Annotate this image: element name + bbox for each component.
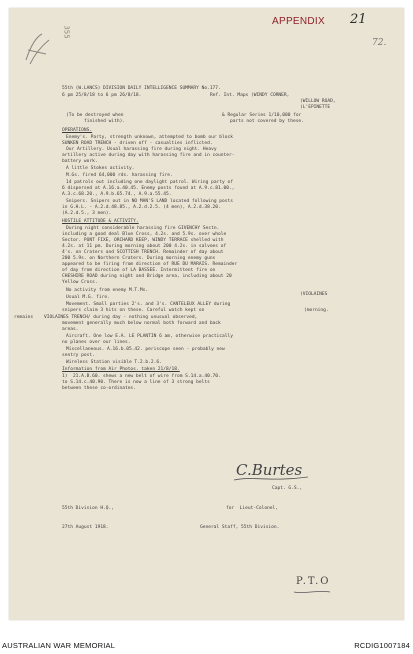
ops-line-12: in G.H.L. - A.2.d.48.85., A.2.d.2.5. (4 men), A.2.d.38.20.	[62, 205, 221, 210]
period-line: 6 pm 25/8/18 to 6 pm 26/8/18.	[62, 93, 142, 98]
archive-id: RCDIG1007184	[354, 641, 410, 650]
ops-line-5: battery work.	[62, 159, 98, 164]
hostile-line-13: Movement. Small parties 2's. and 3's. CANTELEUX ALLEY during	[66, 302, 231, 307]
ops-line-3: Our Artillery. Usual harassing fire during night. Heavy	[66, 147, 217, 152]
page-number: 72.	[372, 38, 387, 48]
pto-note: P.T.O	[296, 576, 331, 587]
hostile-line-18: Aircraft. One low E.A. LE PLANTIN 6 am, otherwise practically	[66, 334, 233, 339]
hostile-line-19: no planes over our lines.	[62, 340, 131, 345]
destroy-line: (To be destroyed when	[66, 113, 124, 118]
pto-underline	[292, 589, 332, 595]
ops-line-8: 14 patrols out including one daylight patrol. Wiring party of	[66, 180, 233, 185]
hostile-line-12: Usual M.G. fire.	[66, 295, 110, 300]
air-photos-heading: Information from Air Photos. taken 21/8/18.	[62, 367, 180, 372]
ops-line-10: A.3.c.68.20., A.9.b.65.74., A.9.a.55.45.	[62, 192, 172, 197]
operations-heading: OPERATIONS.	[62, 128, 93, 133]
hostile-line-21: sentry post.	[62, 353, 95, 358]
hostile-line-3: Sector. PONT FIXE, ORCHARD KEEP, WINDY TERRACE shelled with	[62, 238, 224, 243]
ops-line-13: (A.2.d.5., 3 men).	[62, 211, 112, 216]
ops-line-7: M.Gs. fired 64,000 rds. harassing fire.	[66, 173, 173, 178]
signature-flourish	[232, 474, 312, 484]
hostile-line-9: CHESHIRE ROAD during night and Bridge area, including about 20	[62, 274, 232, 279]
ref-line-3: (L'EPINETTE	[300, 105, 331, 110]
air-photos-line-3: between these co-ordinates.	[62, 386, 136, 391]
handwritten-signature: C.Burtes	[236, 461, 303, 479]
ops-line-6: A little Stokes activity.	[66, 166, 135, 171]
ops-line-11: Snipers. Snipers out in NO MAN'S LAND located following posts	[66, 199, 233, 204]
ops-line-9: 6 dispersed at A.16.a.40.45. Enemy posts found at A.9.c.81.00.,	[62, 186, 235, 191]
ref-line: Ref. Int. Maps (WINDY CORNER,	[210, 93, 290, 98]
signature-rank: Capt. G.S.,	[272, 486, 303, 491]
hostile-line-20: Miscellaneous. A.16.b.05.42. periscope seen - probably new	[66, 347, 225, 352]
air-photos-line-2: to S.14.c.40.90. There is now a line of 3 strong belts	[62, 380, 210, 385]
origin-hq: 55th Division H.Q.,	[62, 506, 115, 511]
ops-line-1: Enemy's. Party, strength unknown, attempted to bomb our block	[66, 135, 233, 140]
archive-footer	[0, 638, 413, 654]
hostile-line-11: No activity from enemy M.T.Ms.	[66, 288, 149, 293]
hostile-margin-violaines: (VIOLAINES	[300, 292, 328, 297]
hostile-line-10: Yellow Cross.	[62, 280, 98, 285]
ops-line-4: artillery active during day with harassing fire and in counter-	[62, 153, 235, 158]
hostile-line-15: VIOLAINES TRENCH/ during day - nothing unusual observed,	[44, 315, 198, 320]
hostile-line-1: During night considerable harassing fire GIVENCHY Sectn.	[66, 226, 220, 231]
hostile-line-5: 4's. on Craters and SCOTTISH TRENCH. Remainder of day about	[62, 250, 224, 255]
air-photos-line-1: 1) 21.A.B.60. shews a new belt of wire from S.14.a.40.70.	[62, 374, 221, 379]
hostile-line-17: areas.	[62, 327, 79, 332]
destroy-line-2: finished with).	[84, 119, 126, 124]
signature-staff-line: General Staff, 55th Division.	[200, 525, 280, 530]
parts-line-2: parts not covered by these.	[230, 119, 304, 124]
appendix-number: 21	[350, 12, 367, 27]
margin-initials-mark	[22, 30, 52, 70]
hostile-side-note: remains	[14, 315, 34, 320]
origin-date: 27th August 1918.	[62, 525, 109, 530]
ops-line-2: SUNKEN ROAD TRENCH - driven off - casualties inflicted.	[62, 141, 213, 146]
folio-number: 355	[62, 25, 71, 39]
appendix-stamp: APPENDIX	[272, 16, 325, 27]
hostile-margin-morning: (morning.	[304, 308, 329, 313]
hostile-line-16: movement generally much below normal both forward and back	[62, 321, 221, 326]
hostile-line-6: 200 5.9s. on Northern Craters. During morning enemy guns	[62, 256, 216, 261]
hostile-line-8: of day from direction of LA BASSEE. Intermittent fire on	[62, 268, 216, 273]
parts-line: & Regular Series 1/10,000 for	[222, 113, 302, 118]
hostile-line-2: including a good deal Blue Cross, 4.2s. and 5.9s. over whole	[62, 232, 227, 237]
ref-line-2: (WILLOW ROAD,	[300, 99, 336, 104]
archive-name: AUSTRALIAN WAR MEMORIAL	[2, 641, 116, 650]
hostile-line-4: 4.2s. at 11 pm. During morning about 200 4.2s. in salvoes of	[62, 244, 227, 249]
hostile-line-7: appeared to be firing from direction of RUE DU MARAIS. Remainder	[62, 262, 238, 267]
title-line: 55th (W.LANCS) DIVISION DAILY INTELLIGENCE SUMMARY No.177.	[62, 86, 221, 91]
hostile-heading: HOSTILE ATTITUDE & ACTIVITY.	[62, 219, 139, 224]
signature-for-line: for Lieut-Colonel,	[226, 506, 279, 511]
hostile-line-14: snipers claim 3 hits on these. Careful watch kept on	[62, 308, 205, 313]
hostile-line-22: Wireless Station visible T.2.b.2.6.	[66, 360, 162, 365]
